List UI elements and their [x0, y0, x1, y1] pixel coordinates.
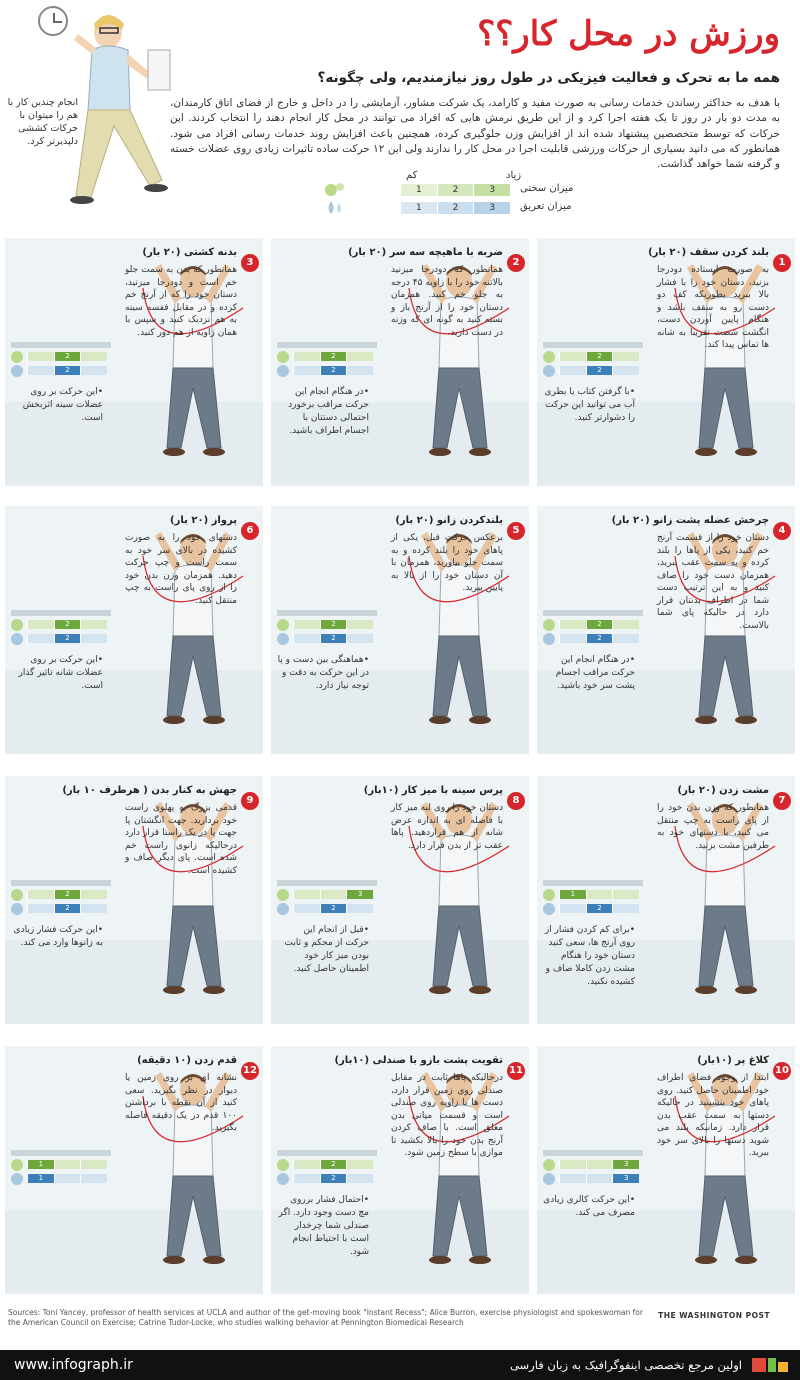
exercise-title: پرس سینه با میز کار (۱۰بار): [363, 785, 503, 796]
exercise-rating: [543, 890, 643, 918]
difficulty-icon: [11, 351, 23, 363]
exercise-rating: [277, 890, 377, 918]
rating-segment: [586, 890, 613, 899]
difficulty-bar: [27, 1160, 107, 1169]
rating-segment: [293, 1160, 320, 1169]
exercise-note: • این حرکت بر روی عضلات شانه تاثیر گذار است.: [11, 654, 103, 693]
exercise-note: • قبل از انجام این حرکت از محکم و ثابت بودن میز کار خود اطمینان حاصل کنید.: [277, 924, 369, 976]
sweat-drop-icon: [11, 1173, 23, 1185]
desk-shelf: [277, 610, 377, 616]
difficulty-icon: [11, 889, 23, 901]
exercise-note: • این حرکت کالری زیادی مصرف می کند.: [543, 1194, 635, 1220]
rating-segment: [346, 352, 373, 361]
exercise-panel-1: [537, 238, 795, 486]
rating-segment: 2: [586, 352, 613, 361]
difficulty-icon: [543, 1159, 555, 1171]
rating-segment: [80, 352, 107, 361]
desk-shelf: [11, 1150, 111, 1156]
exercise-number-badge: 8: [507, 792, 525, 810]
exercise-note: • هماهنگی بین دست و پا در این حرکت به دقت و توجه نیاز دارد.: [277, 654, 369, 693]
sweat-drop-icon: [277, 903, 289, 915]
difficulty-icon: [277, 619, 289, 631]
difficulty-bar: [293, 1160, 373, 1169]
rating-segment: 2: [586, 634, 613, 643]
rating-segment: [559, 634, 586, 643]
exercise-description: دستهای خود را به صورت کشیده در بالای سر خود به سمت راست و چپ حرکت دهید. همزمان وزن بدن خود را از روی پای راست به چپ منتقل کنید.: [125, 533, 237, 606]
footer-url[interactable]: www.infograph.ir: [14, 1357, 133, 1373]
desk-shelf: [11, 610, 111, 616]
legend-difficulty-label: میزان سختی: [520, 183, 574, 194]
rating-segment: [80, 890, 107, 899]
exercise-number-badge: 2: [507, 254, 525, 272]
sources-text: Sources: Toni Yancey, professor of health services at UCLA and author of the get-moving book "Instant Recess"; Alice Burron, exercise physiologist and spokeswoman for the American Council on Exercise; Catrine Tudor-Locke, who studies walking behavior at Pennington Biomedical Research: [8, 1308, 643, 1327]
exercise-panel-10: [537, 1046, 795, 1294]
rating-segment: 2: [320, 1160, 347, 1169]
exercise-description: نشانه ای بر روی زمین یا دیوار در نظر بگیرید. سعی کنید از آن نقطه با برداشتن ۱۰۰ قدم در یک دقیقه فاصله بگیرید.: [125, 1073, 237, 1133]
difficulty-icon: [277, 351, 289, 363]
rating-segment: [346, 634, 373, 643]
sweat-bar: [559, 366, 639, 375]
exercise-description: برعکس حرکت قبل، یکی از پاهای خود را بلند کرده و به سمت جلو بیاورید، همزمان با آن دستان خود را از بالا به پایین بیرید.: [391, 533, 503, 593]
exercise-note: • در هنگام انجام این حرکت مراقب اجسام پشت سر خود باشید.: [543, 654, 635, 693]
difficulty-bar: [559, 620, 639, 629]
exercise-rating: [543, 1160, 643, 1188]
exercise-rating: [11, 352, 111, 380]
rating-segment: 2: [586, 620, 613, 629]
exercise-description: درحالیکه پاها ثابت در مقابل صندلی روی زمین قرار دارد، دست ها با زاویه روی صندلی است و قسمت میانی بدن معلق است. با صاف کردن آرنج بدن خود را بالا بکشید تا موازی با سطح زمین شود.: [391, 1073, 503, 1158]
exercise-note: • این حرکت بر روی عضلات سینه اثربخش است.: [11, 386, 103, 425]
sweat-drop-icon: [543, 365, 555, 377]
sweat-drop-icon: [543, 633, 555, 645]
rating-segment: 2: [54, 620, 81, 629]
rating-segment: [27, 366, 54, 375]
exercise-description: همانطور که بدن به سمت جلو خم است و دودرجا میزنید، دستان خود را که از آرنج خم کرده و در مقابل قفسه سینه به هم نزدیک کنید و سپس با همان زاویه از هم دور کنید.: [125, 265, 237, 338]
exercise-description: ابتدا از وجود فضای اطراف خود اطمینان حاصل کنید. روی پاهای خود بنشینید در حالیکه دستها به سمت عقب بدن قرار دارد. زمانیکه بلند می شوید دستها را بالای سر خود ببرید.: [657, 1073, 769, 1158]
difficulty-bar: [27, 890, 107, 899]
rating-segment: [80, 620, 107, 629]
rating-segment: [80, 1174, 107, 1183]
difficulty-bar: [27, 620, 107, 629]
clock-icon: [38, 6, 68, 36]
exercise-panel-12: [5, 1046, 263, 1294]
intro-text: با هدف به حداکثر رساندن خدمات رسانی به صورت مفید و کارامد، یک شرکت مشاور، آزمایشی را در داخل و خارج از فضای اتاق کارمندان، به مدت دو بار در روز تا یک هفته اجرا کرد و از این طریق نرمش هایی که افراد می توانند در محل کار انجام دهند را انتخاب کردند. این حرکات که توسط متخصصین پیشنهاد شده اند از افزایش وزن جلوگیری کرده، همچنین باعث افزایش روند خدمات رسانی افراد می شود. همانطور که می دانید بسیاری از حرکات ورزشی قابلیت اجرا در محل کار را ندارند ولی این ۱۲ حرکت ساده تاثیرات زیادی روی عضلات خسته و گرفته شما خواهد گذاشت.: [170, 97, 780, 171]
sweat-bar: [293, 904, 373, 913]
rating-segment: [559, 366, 586, 375]
exercise-panel-4: [537, 506, 795, 754]
rating-segment: [293, 904, 320, 913]
page-title: ورزش در محل کار؟؟: [477, 14, 780, 54]
exercise-description: قدمی بزرگ به پهلوی راست خود بردارید. جهت انگشتان پا جهت پا در یک راستا قرار دارد درحالیکه زانوی راست خم شده است. پای دیگر صاف و کشیده است.: [125, 803, 237, 876]
publisher-credit: THE WASHINGTON POST: [658, 1311, 770, 1320]
rating-segment: [54, 1160, 81, 1169]
exercise-panel-5: [271, 506, 529, 754]
rating-segment: [346, 1174, 373, 1183]
header: [0, 0, 800, 230]
rating-segment: [559, 1160, 586, 1169]
exercise-note: • برای کم کردن فشار از روی آرنج ها، سعی کنید دستان خود را هنگام مشت زدن کاملا صاف و کشیده نکنید.: [543, 924, 635, 989]
rating-segment: [80, 634, 107, 643]
difficulty-bar: [559, 890, 639, 899]
rating-segment: 3: [346, 890, 373, 899]
rating-segment: [80, 366, 107, 375]
legend-difficulty-row: [320, 184, 620, 198]
exercise-rating: [11, 620, 111, 648]
rating-segment: 2: [320, 634, 347, 643]
sweat-drop-icon: [11, 903, 23, 915]
desk-shelf: [543, 1150, 643, 1156]
rating-segment: 2: [54, 890, 81, 899]
desk-shelf: [277, 342, 377, 348]
sweat-bar: [293, 366, 373, 375]
desk-shelf: [11, 342, 111, 348]
rating-segment: 2: [586, 366, 613, 375]
rating-segment: [559, 904, 586, 913]
footer-bar: [0, 1350, 800, 1380]
exercise-title: قدم زدن (۱۰ دقیقه): [137, 1055, 237, 1066]
infograph-logo-icon: [750, 1354, 790, 1376]
desk-shelf: [543, 342, 643, 348]
rating-segment: [293, 620, 320, 629]
exercise-title: کلاغ پر (۱۰بار): [697, 1055, 769, 1066]
exercise-note: • با گرفتن کتاب یا بطری آب می توانید این حرکت را دشوارتر کنید.: [543, 386, 635, 425]
sweat-drop-icon: [11, 365, 23, 377]
exercise-rating: [277, 620, 377, 648]
desk-shelf: [543, 610, 643, 616]
difficulty-icon: [324, 181, 346, 199]
rating-segment: 2: [320, 620, 347, 629]
rating-segment: [27, 904, 54, 913]
rating-segment: [346, 1160, 373, 1169]
exercise-description: دستان خود را روی لبه میز کار با فاصله ای به اندازه عرض شانه از هم قراردهید. پاها عقب تر از بدن قرار دارد.: [391, 803, 503, 851]
difficulty-bar: [293, 890, 373, 899]
rating-segment: 2: [320, 352, 347, 361]
sweat-bar: [27, 904, 107, 913]
rating-segment: [54, 1174, 81, 1183]
exercise-title: تقویت پشت بازو با صندلی (۱۰بار): [334, 1055, 503, 1066]
difficulty-icon: [11, 619, 23, 631]
rating-segment: 2: [54, 352, 81, 361]
rating-segment: [320, 890, 347, 899]
exercise-rating: [543, 620, 643, 648]
rating-segment: 2: [586, 904, 613, 913]
exercise-rating: [277, 352, 377, 380]
exercise-title: مشت زدن (۲۰ بار): [677, 785, 769, 796]
rating-segment: 2: [320, 904, 347, 913]
desk-shelf: [543, 880, 643, 886]
legend-sweat-row: [320, 202, 620, 216]
exercise-number-badge: 1: [773, 254, 791, 272]
exercise-number-badge: 4: [773, 522, 791, 540]
difficulty-icon: [543, 889, 555, 901]
exercise-rating: [543, 352, 643, 380]
exercise-panel-9: [5, 776, 263, 1024]
sweat-drop-icon: [11, 633, 23, 645]
rating-segment: [293, 352, 320, 361]
rating-segment: [559, 620, 586, 629]
exercise-number-badge: 9: [241, 792, 259, 810]
difficulty-icon: [277, 889, 289, 901]
rating-segment: 2: [54, 634, 81, 643]
desk-shelf: [277, 1150, 377, 1156]
sweat-drop-icon: [324, 199, 346, 217]
rating-segment: [293, 366, 320, 375]
rating-segment: [293, 1174, 320, 1183]
exercise-note: • احتمال فشار برروی مچ دست وجود دارد. اگر صندلی شما چرخدار است با احتیاط انجام شود.: [277, 1194, 369, 1259]
exercise-title: جهش به کنار بدن ( هرطرف ۱۰ بار): [62, 785, 237, 796]
rating-segment: [612, 634, 639, 643]
rating-segment: [612, 620, 639, 629]
exercise-rating: [11, 1160, 111, 1188]
rating-segment: [346, 366, 373, 375]
legend-sweat-label: میزان تعریق: [520, 201, 572, 212]
rating-segment: [612, 352, 639, 361]
difficulty-icon: [277, 1159, 289, 1171]
sweat-drop-icon: [543, 1173, 555, 1185]
exercise-note: • در هنگام انجام این حرکت مراقب برخورد احتمالی دستتان با اجسام اطراف باشید.: [277, 386, 369, 438]
exercise-rating: [277, 1160, 377, 1188]
sweat-drop-icon: [543, 903, 555, 915]
rating-segment: [27, 620, 54, 629]
rating-segment: [80, 1160, 107, 1169]
rating-segment: [612, 890, 639, 899]
exercise-title: ضربه با ماهیچه سه سر (۲۰ بار): [348, 247, 503, 258]
rating-segment: [559, 1174, 586, 1183]
rating-segment: [346, 620, 373, 629]
exercise-number-badge: 6: [241, 522, 259, 540]
difficulty-bar: [27, 352, 107, 361]
exercise-panel-8: [271, 776, 529, 1024]
sweat-drop-icon: [277, 633, 289, 645]
rating-segment: 1: [27, 1160, 54, 1169]
rating-segment: [27, 352, 54, 361]
sweat-bar: [559, 1174, 639, 1183]
difficulty-icon: [543, 351, 555, 363]
sweat-bar: [27, 366, 107, 375]
rating-segment: 2: [54, 904, 81, 913]
exercise-number-badge: 5: [507, 522, 525, 540]
difficulty-bar: [293, 352, 373, 361]
rating-segment: 1: [559, 890, 586, 899]
legend-sweat-bar: 1 2 3: [400, 202, 510, 214]
desk-shelf: [11, 880, 111, 886]
rating-segment: 3: [612, 1174, 639, 1183]
rating-segment: [586, 1174, 613, 1183]
rating-segment: [586, 1160, 613, 1169]
exercise-rating: [11, 890, 111, 918]
rating-segment: 3: [612, 1160, 639, 1169]
exercise-title: چرخش عضله پشت زانو (۲۰ بار): [611, 515, 769, 526]
hero-caption: انجام چندین کار با هم را میتوان با حرکات کششی دلپذیرتر کرد.: [7, 97, 78, 147]
exercise-panel-7: [537, 776, 795, 1024]
difficulty-bar: [559, 1160, 639, 1169]
exercise-number-badge: 3: [241, 254, 259, 272]
exercise-number-badge: 7: [773, 792, 791, 810]
difficulty-icon: [11, 1159, 23, 1171]
legend-low-label: کم: [406, 170, 418, 181]
sweat-bar: [293, 634, 373, 643]
exercise-title: بلند کردن سقف (۲۰ بار): [648, 247, 769, 258]
exercise-description: دستان خود را از قسمت آرنج خم کنید، یکی از پاها را بلند کرده و به سمت عقب ببرید، همزمان دست خود را صاف کنید و به این ترتیب دست شما در اطراف بدنتان قرار دارد در حالیکه پای شما بالاست.: [657, 533, 769, 631]
exercise-note: • این حرکت فشار زیادی به زانوها وارد می کند.: [11, 924, 103, 950]
page-subtitle: همه ما به تحرک و فعالیت فیزیکی در طول روز نیازمندیم، ولی چگونه؟: [317, 70, 780, 86]
rating-segment: [293, 890, 320, 899]
rating-segment: [612, 366, 639, 375]
rating-segment: [559, 352, 586, 361]
sweat-bar: [559, 904, 639, 913]
rating-segment: [27, 890, 54, 899]
exercise-panel-3: [5, 238, 263, 486]
rating-segment: 2: [320, 366, 347, 375]
exercise-description: همانطور که دودرجا میزنید بالاتنه خود را با زاویه ۴۵ درجه به جلو خم کنید. همزمان دستان خود را از آرنج باز و بسته کنید به گونه ای که وزنه در دست دارید.: [391, 265, 503, 338]
sweat-bar: [27, 1174, 107, 1183]
rating-segment: 2: [54, 366, 81, 375]
rating-segment: 1: [27, 1174, 54, 1183]
desk-shelf: [277, 880, 377, 886]
exercise-panel-6: [5, 506, 263, 754]
exercise-title: بلندکردن زانو (۲۰ بار): [395, 515, 503, 526]
sweat-drop-icon: [277, 365, 289, 377]
rating-segment: [346, 904, 373, 913]
sweat-drop-icon: [277, 1173, 289, 1185]
exercise-number-badge: 10: [773, 1062, 791, 1080]
rating-segment: [612, 904, 639, 913]
exercise-panel-11: [271, 1046, 529, 1294]
difficulty-bar: [559, 352, 639, 361]
exercise-description: به صورت ایستاده دودرجا بزنید، دستان خود را با فشار بالا ببرید بطوریکه کف دو دست رو به سقف باشد و هنگام پایین آوردن دست، انگشت شصت تقریبا به شانه ها تماس پیدا کند.: [657, 265, 769, 350]
rating-segment: [293, 634, 320, 643]
legend-high-label: زیاد: [506, 170, 522, 181]
rating-segment: 2: [320, 1174, 347, 1183]
exercise-description: همانطور که وزن بدن خود را از پای راست به چپ منتقل می کنید، با دستهای خود به طرفین مشت بزنید.: [657, 803, 769, 851]
exercise-number-badge: 11: [507, 1062, 525, 1080]
legend-difficulty-bar: 1 2 3: [400, 184, 510, 196]
difficulty-icon: [543, 619, 555, 631]
sweat-bar: [559, 634, 639, 643]
sweat-bar: [27, 634, 107, 643]
exercise-title: بدنه کشتی (۲۰ بار): [142, 247, 237, 258]
exercise-title: پرواز (۲۰ بار): [170, 515, 237, 526]
rating-segment: [80, 904, 107, 913]
rating-segment: [27, 634, 54, 643]
sweat-bar: [293, 1174, 373, 1183]
difficulty-bar: [293, 620, 373, 629]
exercise-number-badge: 12: [241, 1062, 259, 1080]
exercise-panel-2: [271, 238, 529, 486]
rating-legend: [320, 168, 620, 220]
footer-tagline: اولین مرجع تخصصی اینفوگرافیک به زبان فارسی: [509, 1358, 742, 1372]
